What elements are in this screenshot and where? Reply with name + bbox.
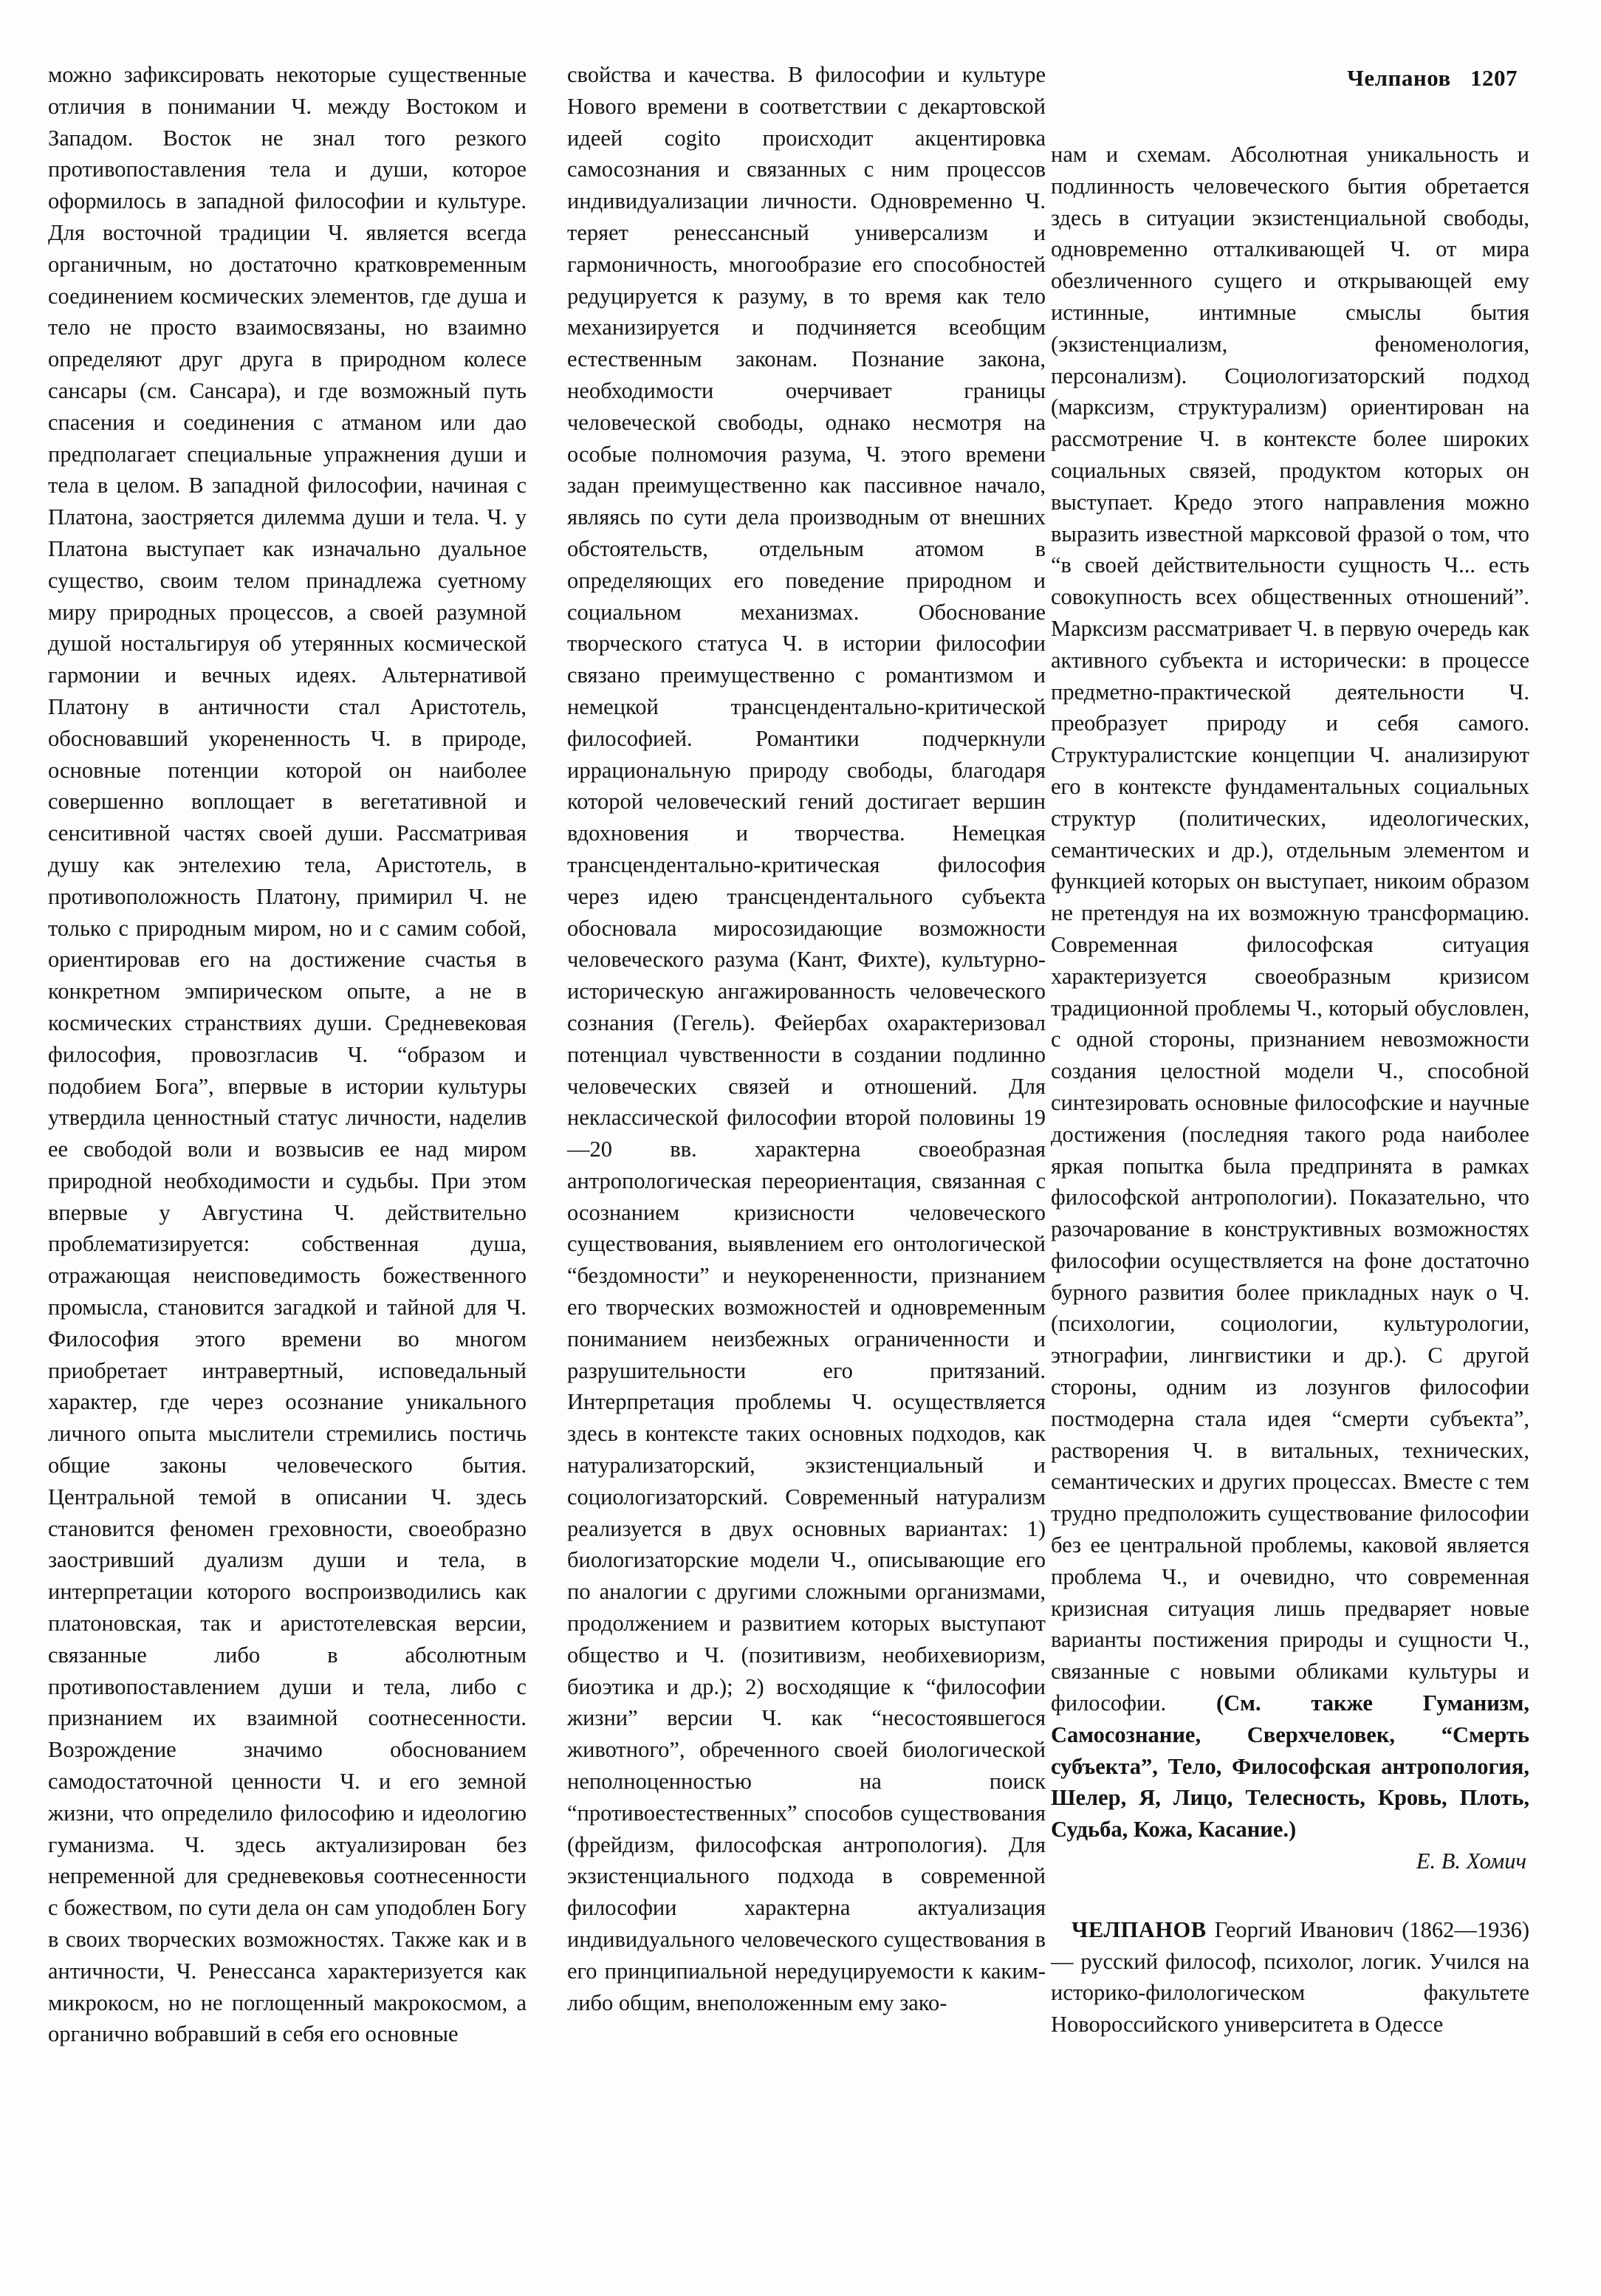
entry-chelpanov [1051, 1914, 1529, 2040]
body-text: можно зафиксировать некоторые существенные отличия в понимании Ч. между Востоком и Западом. Восток не знал того резкого противопоставления тела и души, которое оформилось в западной философии и культуре. Для восточной традиции Ч. является всегда органичным, но достаточно кратковременным соединением космических элементов, где душа и тело не просто взаимосвязаны, но взаимно определяют друг друга в природном колесе сансары (см. Сансара), и где возможный путь спасения и соединения с атманом или дао предполагает специальные упражнения души и тела в целом. В западной философии, начиная с Платона, заостряется дилемма души и тела. Ч. у Платона выступает как изначально дуальное существо, своим телом принадлежа суетному миру природных процессов, а своей разумной душой ностальгируя об утерянных космической гармонии и вечных идеях. Альтернативой Платону в античности стал Аристотель, обосновавший укорененность Ч. в природе, основные потенции которой он наиболее совершенно воплощает в вегетативной и сенситивной частях своей души. Рассматривая душу как энтелехию тела, Аристотель, в противоположность Платону, примирил Ч. не только с природным миром, но и с самим собой, ориентировав его на достижение счастья в конкретном эмпирическом опыте, а не в космических странствиях души. Средневековая философия, провозгласив Ч. “образом и подобием Бога”, впервые в истории культуры утвердила ценностный статус личности, наделив ее свободой воли и возвысив ее над миром природной необходимости и судьбы. При этом впервые у Августина Ч. действительно проблематизируется: собственная душа, отражающая неисповедимость божественного промысла, становится загадкой и тайной для Ч. Философия этого времени во многом приобретает интравертный, исповедальный характер, где через осознание уникального личного опыта мыслители стремились постичь общие законы человеческого бытия. Центральной темой в описании Ч. здесь становится феномен греховности, своеобразно заостривший дуализм души и тела, в интерпретации которого воспроизводились как платоновская, так и аристотелевская версии, связанные либо в абсолютным противопоставлением души и тела, либо с признанием их взаимной соотнесенности. Возрождение значимо обоснованием самодостаточной ценности Ч. и его земной жизни, что определило философию и идеологию гуманизма. Ч. здесь актуализирован без непременной для средневековья соотнесенности с божеством, по сути дела он сам уподоблен Богу в своих творческих возможностях. Также как и в античности, Ч. Ренессанса характеризуется как микрокосм, но не поглощенный макрокосмом, а органично вобравший в себя его основные [48, 62, 527, 2047]
running-head [1347, 65, 1518, 92]
body-text-end: нам и схемам. Абсолютная уникальность и подлинность человеческого бытия обретается здесь в ситуации экзистенциальной свободы, одновременно отталкивающей Ч. от мира обезличенного сущего и открывающей ему истинные, интимные смыслы бытия (экзистенциализм, феноменология, персонализм). Социологизаторский подход (марксизм, структурализм) ориентирован на рассмотрение Ч. в контексте более широких социальных связей, продуктом которых он выступает. Кредо этого направления можно выразить известной марксовой фразой о том, что “в своей действительности сущность Ч... есть совокупность всех общественных отношений”. Марксизм рассматривает Ч. в первую очередь как активного субъекта и исторически: в процессе предметно-практической деятельности Ч. преобразует природу и себя самого. Структуралистские концепции Ч. анализируют его в контексте фундаментальных социальных структур (политических, идеологических, семантических и др.), отдельным элементом и функцией которых он выступает, никоим образом не претендуя на их возможную трансформацию. Современная философская ситуация характеризуется своеобразным кризисом традиционной проблемы Ч., который обусловлен, с одной стороны, признанием невозможности создания целостной модели Ч., способной синтезировать основные философские и научные достижения (последняя такого рода наиболее яркая попытка была предпринята в рамках философской антропологии). Показательно, что разочарование в конструктивных возможностях философии осуществляется на фоне достаточно бурного развития более прикладных наук о Ч. (психологии, социологии, культурологии, этнографии, лингвистики и др.). С другой стороны, одним из лозунгов философии постмодерна стала идея “смерти субъекта”, растворения Ч. в витальных, технических, семантических и других процессах. Вместе с тем трудно предположить существование философии без ее центральной проблемы, каковой является проблема Ч., и очевидно, что современная кризисная ситуация лишь предваряет новые варианты постижения природы и сущности Ч., связанные с новыми обликами культуры и философии. [1051, 142, 1529, 1716]
text-column-2 [567, 59, 1046, 2018]
entry-text: Георгий Иванович (1862—1936) — русский философ, психолог, логик. Учился на историко-филологическом факультете Новороссийского университета в Одессе [1051, 1916, 1530, 2038]
entry-headword: ЧЕЛПАНОВ [1072, 1916, 1207, 1942]
text-column-1 [48, 59, 527, 2050]
running-head-name: Челпанов [1347, 65, 1451, 91]
text-column-3 [1051, 139, 1529, 2040]
cross-references: (См. также Гуманизм, Самосознание, Сверхчеловек, “Смерть субъекта”, Тело, Философская антропология, Шелер, Я, Лицо, Телесность, Кровь, Плоть, Судьба, Кожа, Касание.) [1051, 1690, 1529, 1843]
author-signature: Е. В. Хомич [1416, 1848, 1526, 1874]
body-text [1051, 139, 1529, 1846]
page-number: 1207 [1470, 65, 1518, 91]
body-text: свойства и качества. В философии и культуре Нового времени в соответствии с декартовской идеей cogito происходит акцентировка самосознания и связанных с ним процессов индивидуализации личности. Одновременно Ч. теряет ренессансный универсализм и гармоничность, многообразие его способностей редуцируется к разуму, в то время как тело механизируется и подчиняется всеобщим естественным законам. Познание закона, необходимости очерчивает границы человеческой свободы, однако несмотря на особые полномочия разума, Ч. этого времени задан преимущественно как пассивное начало, являясь по сути дела производным от внешних обстоятельств, отдельным атомом в определяющих его поведение природном и социальном механизмах. Обоснование творческого статуса Ч. в истории философии связано преимущественно с романтизмом и немецкой трансцендентально-критической философией. Романтики подчеркнули иррациональную природу свободы, благодаря которой человеческий гений достигает вершин вдохновения и творчества. Немецкая трансцендентально-критическая философия через идею трансцендентального субъекта обосновала миросозидающие возможности человеческого разума (Кант, Фихте), культурно-историческую ангажированность человеческого сознания (Гегель). Фейербах охарактеризовал потенциал чувственности в создании подлинно человеческих связей и отношений. Для неклассической философии второй половины 19—20 вв. характерна своеобразная антропологическая переориентация, связанная с осознанием кризисности человеческого существования, выявлением его онтологической “бездомности” и неукорененности, признанием его творческих возможностей и одновременным пониманием неизбежных ограниченности и разрушительности его притязаний. Интерпретация проблемы Ч. осуществляется здесь в контексте таких основных подходов, как натурализаторский, экзистенциальный и социологизаторский. Современный натурализм реализуется в двух основных вариантах: 1) биологизаторские модели Ч., описывающие его по аналогии с другими сложными организмами, продолжением и развитием которых выступают общество и Ч. (позитивизм, необихевиоризм, биоэтика и др.); 2) восходящие к “философии жизни” версии Ч. как “несостоявшегося животного”, обреченного своей биологической неполноценностью на поиск “противоестественных” способов существования (фрейдизм, философская антропология). Для экзистенциального подхода в современной философии характерна актуализация индивидуального человеческого существования в его принципиальной нередуцируемости к каким-либо общим, внеположенным ему зако- [567, 62, 1046, 2015]
